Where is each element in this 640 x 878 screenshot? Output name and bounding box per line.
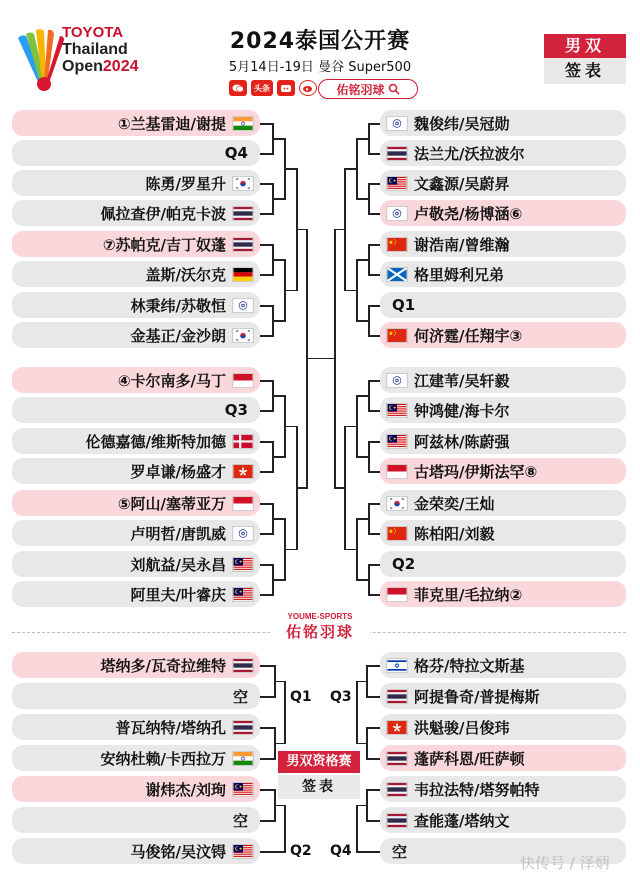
bracket-line [344,168,356,170]
bracket-line [356,805,366,807]
main-left-entry[interactable] [12,292,260,318]
pair-name: 金荣奕/王灿 [414,494,495,513]
bracket-line [366,727,368,760]
search-icon [388,83,400,95]
bracket-line [356,579,368,581]
bracket-line [274,805,284,807]
bracket-line [356,198,368,200]
pair-name: 安纳杜赖/卡西拉万 [100,749,226,768]
pair-name: 谢炜杰/刘珣 [145,780,226,799]
pair-name: ④卡尔南多/马丁 [117,371,226,390]
qual-left-entry[interactable] [12,807,260,833]
bracket-line [284,681,286,745]
bracket-line [344,549,356,551]
event-subtitle: 5月14日-19日 曼谷 Super500 [228,60,412,75]
bracket-line [368,244,370,276]
bracket-line [260,594,272,596]
flag-malaysia-icon [232,557,254,572]
flag-malaysia-icon [232,844,254,859]
bracket-line [368,410,380,412]
flag-scotland-icon [386,267,408,282]
page-title: 2024泰国公开赛 [229,29,411,54]
pair-name: 塔纳多/瓦奇拉维特 [100,656,226,675]
bracket-line [368,183,370,215]
main-left-entry[interactable] [12,322,260,348]
brand-en: YOUME-SPORTS [287,612,353,621]
pair-name: ①兰基雷迪/谢提 [117,114,226,133]
flag-thailand-icon [232,237,254,252]
flag-indonesia-icon [232,373,254,388]
bracket-line [334,487,344,489]
main-left-entry[interactable] [12,458,260,484]
bracket-line [356,456,368,458]
pair-name: Q2 [392,555,416,573]
pair-name: 何济霆/任翔宇③ [414,326,523,345]
main-left-entry[interactable] [12,261,260,287]
qual-left-entry[interactable] [12,776,260,802]
flag-thailand-icon [386,813,408,828]
main-right-entry[interactable] [380,490,626,516]
watermark: 快传号 / 泽炳 [520,854,610,872]
flag-malaysia-icon [232,782,254,797]
qual-right-entry[interactable] [380,776,626,802]
flag-hong-kong-icon [386,720,408,735]
main-left-entry[interactable] [12,170,260,196]
main-right-entry[interactable] [380,551,626,577]
bracket-line [368,335,380,337]
flag-thailand-icon [232,206,254,221]
pair-name: 古塔玛/伊斯法罕⑧ [414,462,538,481]
divider-brand [270,612,370,642]
bracket-line [334,229,336,489]
category-box [544,34,626,86]
flag-chinese-taipei-icon [386,206,408,221]
pair-name: 陈勇/罗星升 [145,174,226,193]
pair-name: 刘航益/吴永昌 [130,555,226,574]
bracket-line [344,168,346,291]
sponsor-label: 佑铭羽球 [336,82,385,97]
bracket-line [368,244,380,246]
pair-name: Q4 [224,144,248,162]
main-left-entry[interactable] [12,231,260,257]
bracket-line [368,183,380,185]
pair-name: 阿兹林/陈蔚强 [414,432,510,451]
main-left-entry[interactable] [12,140,260,166]
bracket-line [356,138,358,200]
bracket-line [356,681,358,745]
bracket-line [366,758,380,760]
bracket-line [260,305,272,307]
main-right-entry[interactable] [380,231,626,257]
bracket-line [274,851,284,853]
main-right-entry[interactable] [380,322,626,348]
bracket-line [368,564,380,566]
main-left-entry[interactable] [12,110,260,136]
main-right-entry[interactable] [380,200,626,226]
pair-name: 钟鸿健/海卡尔 [414,401,510,420]
social-icons [229,80,317,96]
bracket-line [356,518,368,520]
bracket-line [334,229,344,231]
pair-name: 格里姆利兄弟 [414,265,505,284]
pair-name: 江建苇/吴轩毅 [414,371,510,390]
bracket-line [260,789,274,791]
bracket-line [260,851,274,853]
flag-india-icon [232,116,254,131]
pair-name: 空 [232,811,248,830]
pair-name: 文鑫源/吴蔚昇 [414,174,510,193]
main-left-entry[interactable] [12,200,260,226]
bracket-line [368,441,370,473]
main-right-entry[interactable] [380,110,626,136]
bracket-line [368,594,380,596]
bracket-line [368,441,380,443]
flag-india-icon [232,751,254,766]
bracket-line [356,138,368,140]
sponsor-badge[interactable] [318,79,418,99]
main-right-entry[interactable] [380,261,626,287]
pair-name: 魏俊纬/吴冠勋 [414,114,510,133]
pair-name: 卢敬尧/杨博涵⑥ [414,204,523,223]
bracket-line [356,743,366,745]
category-label: 男双 [544,34,626,58]
bracket-line [284,549,296,551]
bracket-line [356,259,358,322]
bracket-line [368,305,380,307]
bracket-line [260,665,274,667]
bracket-line [260,441,272,443]
bracket-line [366,820,380,822]
pair-name: 洪魁骏/吕俊玮 [414,718,510,737]
pair-name: 蓬萨科恩/旺萨顿 [414,749,525,768]
pair-name: 阿提鲁奇/普提梅斯 [414,687,540,706]
bracket-line [260,564,272,566]
flag-thailand-icon [386,146,408,161]
bracket-line [260,153,272,155]
bracket-line [284,805,286,853]
bracket-line [296,229,306,231]
flag-korea-icon [232,328,254,343]
main-left-entry[interactable] [12,581,260,607]
pair-name: 阿里夫/叶睿庆 [130,585,226,604]
flag-korea-icon [386,496,408,511]
qual-left-entry[interactable] [12,683,260,709]
bracket-line [368,564,370,596]
pair-name: 林秉纬/苏敬恒 [130,296,226,315]
bracket-line [260,274,272,276]
main-left-entry[interactable] [12,520,260,546]
pair-name: ⑦苏帕克/吉丁奴蓬 [102,235,226,254]
main-right-entry[interactable] [380,170,626,196]
bracket-line [272,259,284,261]
flag-korea-icon [232,176,254,191]
main-right-entry[interactable] [380,367,626,393]
toutiao-icon[interactable]: 头条 [251,80,273,96]
bracket-line [296,487,306,489]
bracket-line [274,681,284,683]
qual-right-entry[interactable] [380,683,626,709]
bracket-line [368,153,380,155]
logo-line-thailand: Thailand [62,41,128,58]
flag-malaysia-icon [386,403,408,418]
main-right-entry[interactable] [380,140,626,166]
pair-name: 空 [392,842,408,861]
bracket-line [366,851,380,853]
pair-name: 韦拉法特/塔努帕特 [414,780,540,799]
bracket-line [260,533,272,535]
flag-denmark-icon [232,434,254,449]
qualification-box [278,751,360,799]
flag-indonesia-icon [386,587,408,602]
qual-right-entry[interactable] [380,745,626,771]
flag-indonesia-icon [232,496,254,511]
flag-malaysia-icon [386,434,408,449]
qual-label-q3: Q3 [330,689,352,705]
pair-name: 法兰尤/沃拉波尔 [414,144,525,163]
pair-name: 罗卓谦/杨盛才 [130,462,226,481]
bracket-line [260,410,272,412]
bracket-line [366,789,380,791]
main-right-entry[interactable] [380,520,626,546]
flag-thailand-icon [386,782,408,797]
qualification-draw-label: 签表 [278,775,360,799]
pair-name: 格芬/特拉文斯基 [414,656,525,675]
main-left-entry[interactable] [12,490,260,516]
bracket-line [368,503,380,505]
pair-name: Q3 [224,401,248,419]
flag-china-icon [386,237,408,252]
bracket-line [260,123,272,125]
bracket-line [366,665,368,698]
pair-name: 马俊铭/吴汶锝 [130,842,226,861]
bracket-line [260,727,274,729]
bracket-line [356,805,358,853]
bracket-line [368,123,370,155]
pair-name: 普瓦纳特/塔纳孔 [115,718,226,737]
final-line [306,358,334,360]
flag-germany-icon [232,267,254,282]
bracket-line [368,471,380,473]
flag-chinese-taipei-icon [232,526,254,541]
pair-name: 空 [232,687,248,706]
bracket-line [272,518,284,520]
bracket-line [260,213,272,215]
bracket-line [272,138,284,140]
main-right-entry[interactable] [380,581,626,607]
bracket-line [260,380,272,382]
flag-thailand-icon [232,658,254,673]
main-left-entry[interactable] [12,397,260,423]
main-right-entry[interactable] [380,428,626,454]
flag-chinese-taipei-icon [386,116,408,131]
bracket-line [356,851,366,853]
flag-malaysia-icon [386,176,408,191]
flag-chinese-taipei-icon [232,298,254,313]
bracket-line [356,681,366,683]
qual-right-entry[interactable] [380,807,626,833]
bracket-line [344,426,346,551]
logo-line-toyota: TOYOTA [62,24,124,41]
qual-right-entry[interactable] [380,652,626,678]
bracket-line [368,274,380,276]
flag-chinese-taipei-icon [386,373,408,388]
bracket-line [356,320,368,322]
qual-left-entry[interactable] [12,652,260,678]
main-left-entry[interactable] [12,551,260,577]
bracket-line [284,168,296,170]
bracket-line [366,789,368,822]
flag-china-icon [386,526,408,541]
bracket-line [260,758,274,760]
pair-name: 谢浩南/曾维瀚 [414,235,510,254]
flag-israel-icon [386,658,408,673]
main-right-entry[interactable] [380,458,626,484]
flag-thailand-icon [386,751,408,766]
bracket-line [272,320,284,322]
bracket-line [368,213,380,215]
pair-name: ⑤阿山/塞蒂亚万 [117,494,226,513]
bracket-line [368,380,380,382]
qual-label-q4: Q4 [330,843,352,859]
bracket-line [260,820,274,822]
pair-name: 伦德嘉德/维斯特加德 [85,432,226,451]
flag-malaysia-icon [232,587,254,602]
bracket-line [368,305,370,337]
pair-name: 卢明哲/唐凯威 [130,524,226,543]
bracket-line [356,518,358,581]
pair-name: 佩拉查伊/帕克卡波 [100,204,226,223]
bracket-line [260,183,272,185]
qual-left-entry[interactable] [12,714,260,740]
pair-name: 查能蓬/塔纳文 [414,811,510,830]
bracket-line [260,503,272,505]
bracket-line [272,579,284,581]
pair-name: 金基正/金沙朗 [130,326,226,345]
main-left-entry[interactable] [12,367,260,393]
bracket-line [356,259,368,261]
bracket-line [356,395,358,458]
bracket-line [356,395,368,397]
main-right-entry[interactable] [380,397,626,423]
bracket-line [272,198,284,200]
flag-thailand-icon [232,720,254,735]
flag-china-icon [386,328,408,343]
flag-thailand-icon [386,689,408,704]
qual-label-q2: Q2 [290,843,312,859]
pair-name: 菲克里/毛拉纳② [414,585,523,604]
pair-name: 陈柏阳/刘毅 [414,524,495,543]
bracket-line [284,426,296,428]
bracket-line [274,743,284,745]
main-left-entry[interactable] [12,428,260,454]
bracket-line [366,727,380,729]
draw-label: 签表 [544,58,626,84]
weibo-icon[interactable] [299,80,317,96]
main-right-entry[interactable] [380,292,626,318]
qual-left-entry[interactable] [12,745,260,771]
qual-label-q1: Q1 [290,689,312,705]
bracket-line [344,426,356,428]
flag-hong-kong-icon [232,464,254,479]
bracket-line [368,123,380,125]
flag-indonesia-icon [386,464,408,479]
bracket-line [272,456,284,458]
bracket-line [366,665,380,667]
logo-line-open: Open2024 [62,58,139,75]
bracket-line [368,380,370,412]
bracket-line [368,503,370,535]
bracket-line [260,471,272,473]
bracket-line [368,533,380,535]
bilibili-icon[interactable] [277,80,295,96]
qual-left-entry[interactable] [12,838,260,864]
brand-cn: 佑铭羽球 [270,621,370,642]
bracket-line [272,395,284,397]
bracket-line [344,290,356,292]
bracket-line [366,696,380,698]
bracket-line [260,696,274,698]
bracket-line [260,244,272,246]
bracket-line [284,290,296,292]
pair-name: 盖斯/沃尔克 [145,265,226,284]
bracket-line [260,335,272,337]
qualification-label: 男双资格赛 [278,751,360,773]
wechat-icon[interactable] [229,80,247,96]
qual-right-entry[interactable] [380,714,626,740]
pair-name: Q1 [392,296,416,314]
